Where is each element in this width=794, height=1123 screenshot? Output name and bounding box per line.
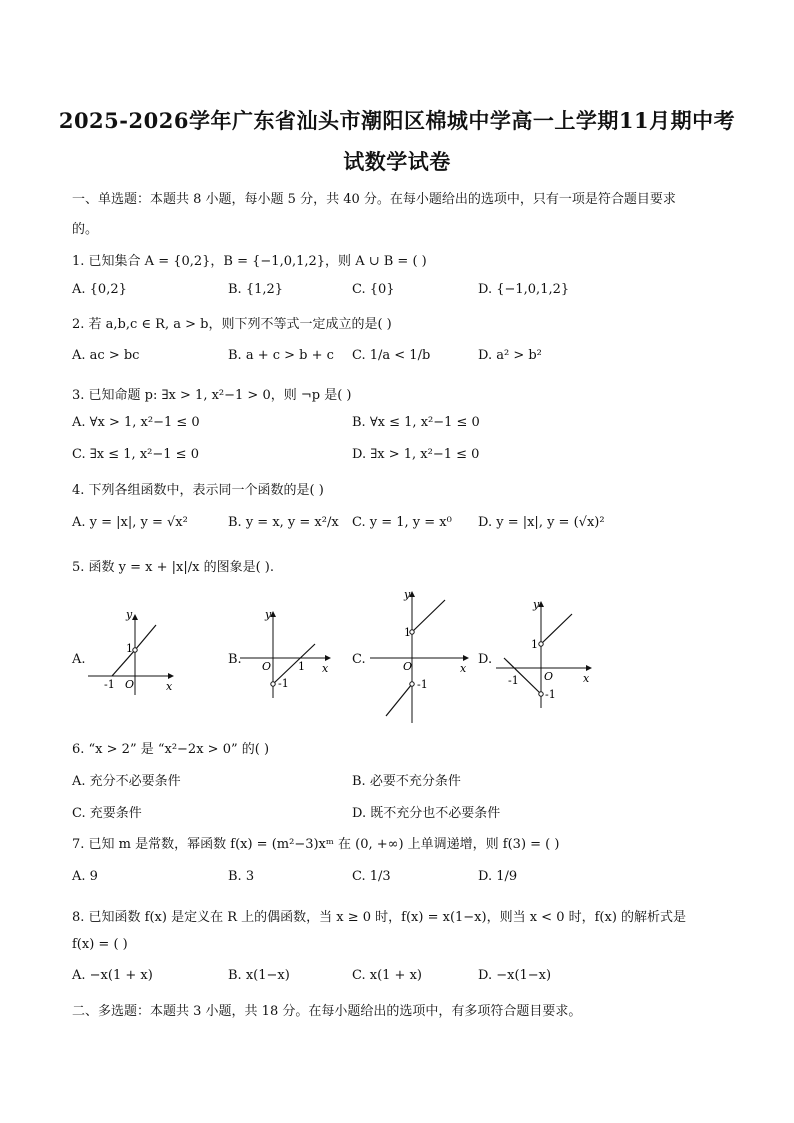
graph-b-one: 1 [298,660,305,673]
question-4-stem: 4. 下列各组函数中，表示同一个函数的是( ) [72,483,324,498]
graph-c-origin: O [403,660,413,673]
q8-option-b: B. x(1−x) [228,968,290,983]
exam-title-line2: 试数学试卷 [343,149,451,174]
graph-c-neg-one: -1 [417,678,428,691]
q3-option-b: B. ∀x ≤ 1, x²−1 ≤ 0 [352,415,480,430]
q1-option-b: B. {1,2} [228,282,284,297]
q2-option-d: D. a² > b² [478,348,542,363]
q7-option-c: C. 1/3 [352,869,391,884]
q5-graph-d [496,598,596,708]
q4-option-c: C. y = 1, y = x⁰ [352,515,452,530]
q6-option-b: B. 必要不充分条件 [352,774,461,789]
question-8-stem: 8. 已知函数 f(x) 是定义在 R 上的偶函数，当 x ≥ 0 时，f(x) = x(1−x)，则当 x < 0 时，f(x) 的解析式是 [72,910,687,925]
question-6-stem: 6. “x > 2” 是 “x²−2x > 0” 的( ) [72,742,270,757]
q6-option-c: C. 充要条件 [72,806,142,821]
q1-option-d: D. {−1,0,1,2} [478,282,570,297]
graph-c-x-label: x [460,662,467,675]
q6-option-d: D. 既不充分也不必要条件 [352,806,501,821]
graph-d-neg-one-x: -1 [508,674,519,687]
question-1-stem: 1. 已知集合 A = {0,2}，B = {−1,0,1,2}，则 A ∪ B = ( ) [72,254,427,269]
q5-option-b-label: B. [228,652,242,667]
q5-graph-b [240,608,335,698]
q2-option-c: C. 1/a < 1/b [352,348,431,363]
graph-a-origin: O [125,678,135,691]
q5-option-c-label: C. [352,652,366,667]
graph-b-origin: O [262,660,272,673]
q3-option-a: A. ∀x > 1, x²−1 ≤ 0 [72,415,200,430]
question-7-stem: 7. 已知 m 是常数，幂函数 f(x) = (m²−3)xᵐ 在 (0, +∞) 上单调递增，则 f(3) = ( ) [72,837,560,852]
q3-option-c: C. ∃x ≤ 1, x²−1 ≤ 0 [72,447,199,462]
section1-header-cont: 的。 [72,222,99,237]
graph-d-y-label: y [533,598,540,611]
graph-d-origin: O [544,670,554,683]
graph-c-y-label: y [404,588,411,601]
q2-option-b: B. a + c > b + c [228,348,334,363]
graph-a-x-label: x [166,680,173,693]
exam-title-line1: 2025-2026学年广东省汕头市潮阳区棉城中学高一上学期11月期中考 [58,108,736,133]
q1-option-c: C. {0} [352,282,395,297]
question-2-stem: 2. 若 a,b,c ∈ R, a > b，则下列不等式一定成立的是( ) [72,317,392,332]
section1-header: 一、单选题：本题共 8 小题，每小题 5 分，共 40 分。在每小题给出的选项中，只有一项是符合题目要求 [72,192,676,207]
q7-option-a: A. 9 [72,869,98,884]
q1-option-a: A. {0,2} [72,282,127,297]
q7-option-d: D. 1/9 [478,869,518,884]
q8-option-c: C. x(1 + x) [352,968,422,983]
q2-option-a: A. ac > bc [72,348,140,363]
graph-b-y-label: y [265,608,272,621]
graph-b-neg-one: -1 [278,677,289,690]
graph-d-x-label: x [583,672,590,685]
section2-header: 二、多选题：本题共 3 小题，共 18 分。在每小题给出的选项中，有多项符合题目要求。 [72,1004,582,1019]
graph-a-one: 1 [126,642,133,655]
q5-graph-c [370,588,475,723]
q5-option-a-label: A. [72,652,86,667]
graph-d-one: 1 [531,638,538,651]
q8-option-a: A. −x(1 + x) [72,968,153,983]
q5-graph-a [88,610,183,695]
q4-option-a: A. y = |x|, y = √x² [72,515,188,530]
q8-option-d: D. −x(1−x) [478,968,552,983]
graph-c-one: 1 [404,626,411,639]
q7-option-b: B. 3 [228,869,255,884]
graph-a-y-label: y [126,610,133,621]
question-8-stem-cont: f(x) = ( ) [72,937,128,952]
q4-option-d: D. y = |x|, y = (√x)² [478,515,605,530]
q4-option-b: B. y = x, y = x²/x [228,515,339,530]
q5-option-d-label: D. [478,652,493,667]
q3-option-d: D. ∃x > 1, x²−1 ≤ 0 [352,447,480,462]
q6-option-a: A. 充分不必要条件 [72,774,181,789]
question-3-stem: 3. 已知命题 p: ∃x > 1, x²−1 > 0，则 ¬p 是( ) [72,388,352,403]
graph-a-neg-one: -1 [104,678,115,691]
graph-d-neg-one-y: -1 [545,688,556,701]
graph-b-x-label: x [322,662,329,675]
question-5-stem: 5. 函数 y = x + |x|/x 的图象是( ). [72,560,275,575]
